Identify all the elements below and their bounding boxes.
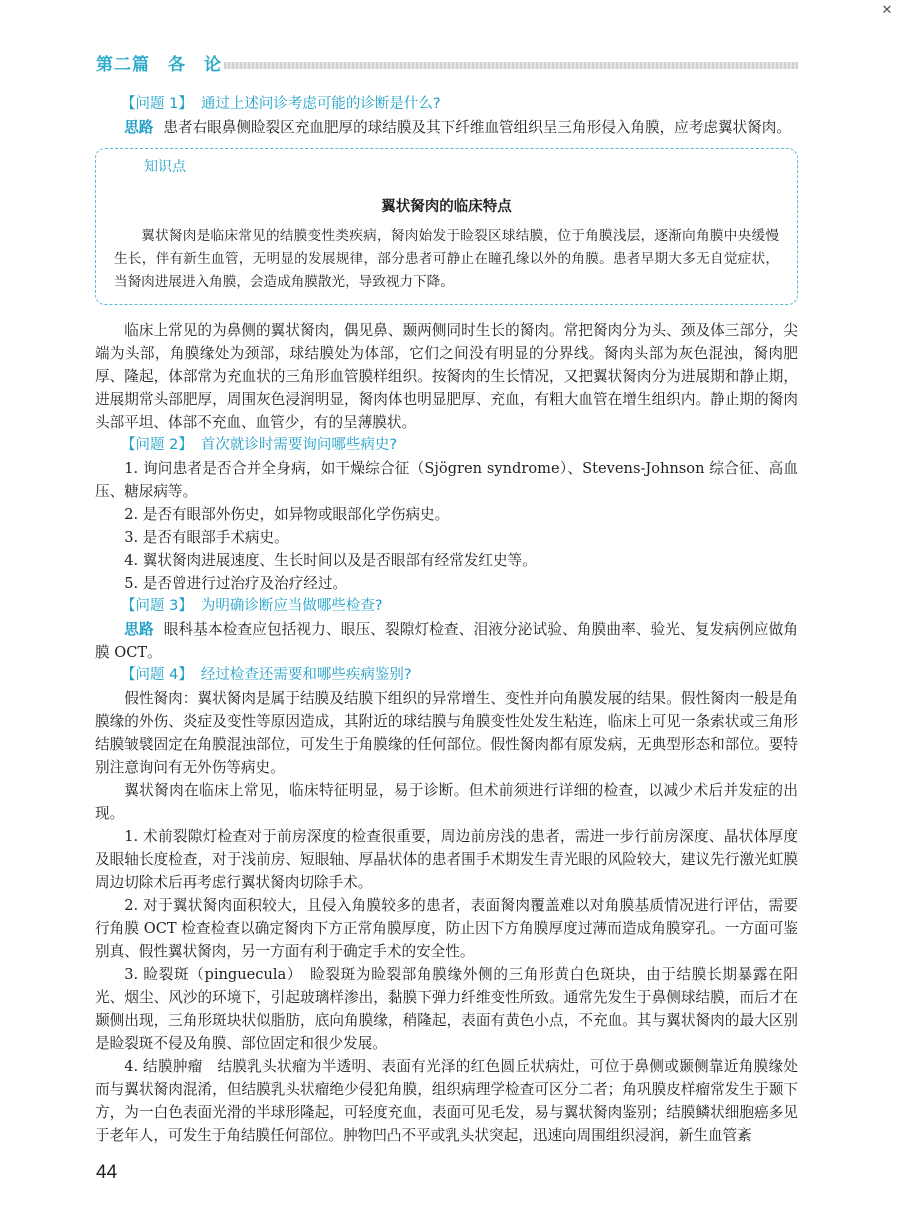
knowledge-box: [95, 148, 798, 305]
question-1-text: 通过上述问诊考虑可能的诊断是什么?: [200, 96, 441, 112]
section-title: 第二篇 各 论: [96, 55, 222, 75]
history-item-5: 5. 是否曾进行过治疗及治疗经过。: [124, 575, 348, 592]
knowledge-body: 翼状胬肉是临床常见的结膜变性类疾病，胬肉始发于睑裂区球结膜，位于角膜浅层，逐渐向角膜中央缓慢生长，伴有新生血管，无明显的发展规律，部分患者可静止在瞳孔缘以外的角膜。患者早期大多无自觉症状，当胬肉进展进入角膜，会造成角膜散光，导致视力下降。: [114, 228, 779, 290]
page-content: [95, 93, 798, 1147]
differential-paragraph-3: 1. 术前裂隙灯检查对于前房深度的检查很重要，周边前房浅的患者，需进一步行前房深度、晶状体厚度及眼轴长度检查，对于浅前房、短眼轴、厚晶状体的患者围手术期发生青光眼的风险较大，建议先行激光虹膜周边切除术后再考虑行翼状胬肉切除手术。: [95, 828, 798, 891]
question-1-heading: [121, 93, 798, 116]
question-1-answer-text: 患者右眼鼻侧睑裂区充血肥厚的球结膜及其下纤维血管组织呈三角形侵入角膜，应考虑翼状胬肉。: [163, 119, 791, 136]
question-3-answer: [95, 618, 798, 664]
silu-label: 思路: [124, 621, 154, 638]
corner-close-icon: ✕: [881, 3, 893, 18]
paragraph-clinical: 临床上常见的为鼻侧的翼状胬肉，偶见鼻、颞两侧同时生长的胬肉。常把胬肉分为头、颈及体三部分，尖端为头部，角膜缘处为颈部，球结膜处为体部，它们之间没有明显的分界线。胬肉头部为灰色混浊，胬肉肥厚、隆起，体部常为充血状的三角形血管膜样组织。按胬肉的生长情况，又把翼状胬肉分为进展期和静止期，进展期常头部肥厚，周围灰色浸润明显，胬肉体也明显肥厚、充血，有粗大血管在增生组织内。静止期的胬肉头部平坦、体部不充血、血管少，有的呈薄膜状。: [95, 322, 798, 431]
knowledge-title: 翼状胬肉的临床特点: [381, 199, 512, 215]
history-item-1: 1. 询问患者是否合并全身病，如干燥综合征（Sjögren syndrome）、Stevens-Johnson 综合征、高血压、糖尿病等。: [95, 460, 798, 500]
question-2-text: 首次就诊时需要询问哪些病史?: [200, 437, 398, 453]
question-3-text: 为明确诊断应当做哪些检查?: [200, 598, 383, 614]
differential-paragraph-4: 2. 对于翼状胬肉面积较大，且侵入角膜较多的患者，表面胬肉覆盖难以对角膜基质情况进行评估，需要行角膜 OCT 检查检查以确定胬肉下方正常角膜厚度，防止因下方角膜厚度过薄而造成角膜穿孔。一方面可鉴别真、假性翼状胬肉，另一方面有利于确定手术的安全性。: [95, 897, 798, 960]
question-3-heading: [121, 595, 798, 618]
history-item-4: 4. 翼状胬肉进展速度、生长时间以及是否眼部有经常发红史等。: [124, 552, 537, 569]
question-2-heading: [121, 434, 798, 457]
differential-paragraph-2: 翼状胬肉在临床上常见，临床特征明显，易于诊断。但术前须进行详细的检查，以减少术后并发症的出现。: [95, 782, 798, 822]
question-4-heading: [121, 664, 798, 687]
question-4-tag: 【问题 4】: [121, 667, 193, 683]
history-item-2: 2. 是否有眼部外伤史，如异物或眼部化学伤病史。: [124, 506, 450, 523]
differential-paragraph-1: 假性胬肉：翼状胬肉是属于结膜及结膜下组织的异常增生、变性并向角膜发展的结果。假性胬肉一般是角膜缘的外伤、炎症及变性等原因造成，其附近的球结膜与角膜变性处发生粘连，临床上可见一条索状或三角形结膜皱襞固定在角膜混浊部位，可发生于角膜缘的任何部位。假性胬肉都有原发病，无典型形态和部位。要特别注意询问有无外伤等病史。: [95, 690, 798, 776]
question-2-tag: 【问题 2】: [121, 437, 193, 453]
differential-paragraph-5: 3. 睑裂斑（pinguecula） 睑裂斑为睑裂部角膜缘外侧的三角形黄白色斑块，由于结膜长期暴露在阳光、烟尘、风沙的环境下，引起玻璃样渗出，黏膜下弹力纤维变性所致。通常先发生于鼻侧球结膜，而后才在颞侧出现，三角形斑块状似脂肪，底向角膜缘，稍隆起，表面有黄色小点，不充血。其与翼状胬肉的最大区别是睑裂斑不侵及角膜、部位固定和很少发展。: [95, 966, 798, 1052]
differential-paragraph-6: 4. 结膜肿瘤 结膜乳头状瘤为半透明、表面有光泽的红色圆丘状病灶，可位于鼻侧或颞侧靠近角膜缘处而与翼状胬肉混淆，但结膜乳头状瘤绝少侵犯角膜，组织病理学检查可区分二者；角巩膜皮样瘤常发生于颞下方，为一白色表面光滑的半球形隆起，可轻度充血，表面可见毛发，易与翼状胬肉鉴别；结膜鳞状细胞癌多见于老年人，可发生于角结膜任何部位。肿物凹凸不平或乳头状突起，迅速向周围组织浸润，新生血管紊: [95, 1058, 798, 1144]
silu-label: 思路: [124, 119, 154, 136]
history-item-3: 3. 是否有眼部手术病史。: [124, 529, 289, 546]
question-4-text: 经过检查还需要和哪些疾病鉴别?: [200, 667, 412, 683]
question-1-answer: [95, 116, 798, 139]
page-header: [96, 50, 798, 74]
page-number: 44: [96, 1162, 118, 1183]
question-1-tag: 【问题 1】: [121, 96, 193, 112]
knowledge-label: 知识点: [144, 159, 186, 175]
question-3-tag: 【问题 3】: [121, 598, 193, 614]
header-rule: [224, 62, 798, 69]
question-3-answer-text: 眼科基本检查应包括视力、眼压、裂隙灯检查、泪液分泌试验、角膜曲率、验光、复发病例应做角膜 OCT。: [95, 621, 798, 661]
